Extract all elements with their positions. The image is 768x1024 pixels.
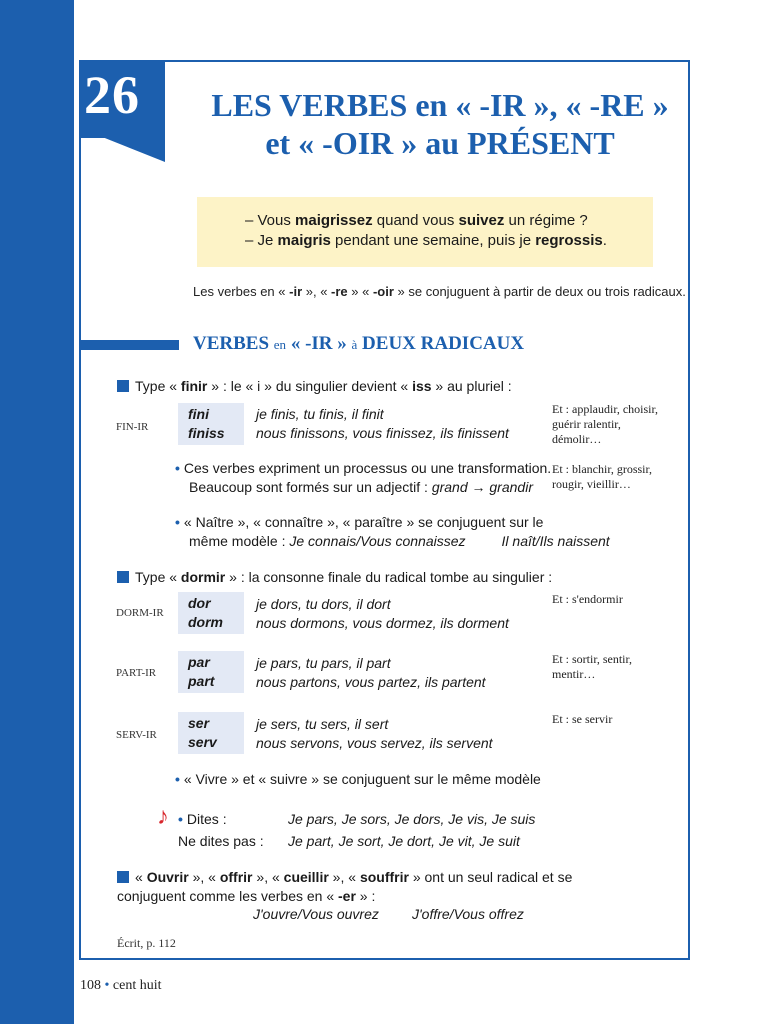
conjugation-singular: je finis, tu finis, il finit — [256, 406, 384, 422]
dialog-line-2 — [245, 231, 653, 251]
emphasis-text: -re — [331, 284, 348, 299]
square-bullet-icon — [117, 571, 129, 583]
emphasis-text: regrossis — [535, 232, 603, 249]
section-title-a: VERBES — [193, 333, 270, 354]
title-line-2: et « -OIR » au PRÉSENT — [265, 125, 615, 161]
ne-dites-pas-value: Je part, Je sort, Je dort, Je vit, Je suit — [288, 833, 520, 849]
bullet-naitre-example1: Je connais/Vous connaissez — [289, 533, 466, 549]
page-title — [180, 86, 700, 162]
text-segment: . — [602, 232, 607, 249]
conjugation-singular: je sers, tu sers, il sert — [256, 716, 389, 732]
section-title — [193, 333, 524, 355]
text-segment: un régime ? — [504, 212, 588, 229]
ouvrir-paragraph — [117, 868, 637, 906]
text-segment: Type « — [135, 378, 181, 394]
side-note-adjectif: Et : blanchir, grossir, rougir, vieillir… — [552, 462, 653, 491]
bullet-dot-icon: • — [178, 811, 183, 827]
conjugation-plural: nous finissons, vous finissez, ils finissent — [256, 425, 509, 441]
page-spine — [0, 0, 74, 1024]
type-finir-text — [135, 378, 512, 394]
title-line-1: LES VERBES en « -IR », « -RE » — [211, 87, 669, 123]
emphasis-text: maigris — [277, 232, 331, 249]
text-segment: – Je — [245, 232, 278, 249]
example-dialog — [197, 197, 653, 267]
page-number-words: cent huit — [112, 978, 162, 993]
emphasis-text: souffrir — [359, 869, 409, 885]
stem-singular: ser — [188, 715, 210, 731]
infinitive-finir: FIN-IR — [116, 421, 149, 433]
ne-dites-pas-label: Ne dites pas : — [178, 833, 264, 849]
bullet-naitre-line1: « Naître », « connaître », « paraître » se conjuguent sur le — [183, 514, 544, 530]
stem-singular: fini — [188, 406, 209, 422]
ouvrir-text — [117, 869, 572, 904]
type-finir-heading — [117, 378, 512, 394]
conjugation-plural: nous partons, vous partez, ils partent — [256, 674, 486, 690]
bullet-naitre-line2a: même modèle : — [189, 533, 290, 549]
section-title-b: « -IR » — [290, 333, 347, 354]
text-segment: », « — [188, 869, 220, 885]
emphasis-text: suivez — [458, 212, 505, 229]
stem-singular: par — [188, 654, 210, 670]
text-segment: quand vous — [372, 212, 459, 229]
bullet-naitre-example2: Il naît/Ils naissent — [501, 533, 610, 549]
text-segment: Les verbes en « — [193, 284, 290, 299]
emphasis-text: cueillir — [283, 869, 329, 885]
section-bar — [79, 340, 179, 350]
conjugation-singular: je dors, tu dors, il dort — [256, 596, 391, 612]
bullet-dot-icon: • — [175, 460, 180, 476]
stem-box-finir — [178, 403, 244, 445]
text-segment: » : le « i » du singulier devient « — [207, 378, 413, 394]
chapter-number: 26 — [84, 65, 140, 125]
dialog-line-1 — [245, 211, 653, 231]
bullet-naitre — [175, 513, 610, 551]
text-segment: », « — [252, 869, 284, 885]
section-title-c: DEUX RADICAUX — [362, 333, 525, 354]
bullet-vivre-text: « Vivre » et « suivre » se conjuguent sur le même modèle — [183, 771, 541, 787]
infinitive: PART-IR — [116, 667, 157, 679]
bullet-processus-line2a: Beaucoup sont formés sur un adjectif : — [189, 479, 432, 495]
emphasis-text: -er — [338, 888, 356, 904]
text-segment: pendant une semaine, puis je — [330, 232, 536, 249]
section-title-a2: à — [351, 337, 358, 352]
dites-label — [178, 811, 227, 827]
dites-value: Je pars, Je sors, Je dors, Je vis, Je suis — [288, 811, 536, 827]
emphasis-text: -oir — [372, 284, 394, 299]
text-segment: » : la consonne finale du radical tombe au singulier : — [225, 569, 553, 585]
text-segment: – Vous — [245, 212, 296, 229]
stem-box — [178, 712, 244, 754]
bullet-dot-icon: • — [104, 978, 110, 993]
text-segment: » : — [355, 888, 376, 904]
text-segment: », « — [302, 284, 332, 299]
conjugation-singular: je pars, tu pars, il part — [256, 655, 391, 671]
emphasis-text: finir — [180, 378, 208, 394]
conjugation — [256, 595, 509, 633]
bullet-dot-icon: • — [175, 771, 180, 787]
conjugation — [256, 654, 486, 692]
stem-plural: dorm — [188, 614, 223, 630]
stem-plural: part — [188, 673, 215, 689]
emphasis-text: maigrissez — [295, 212, 373, 229]
conjugation-finir — [256, 405, 509, 443]
bullet-vivre — [175, 770, 541, 789]
text-segment: Type « — [135, 569, 181, 585]
stem-singular: dor — [188, 595, 211, 611]
dites-label-text: Dites : — [186, 811, 227, 827]
stem-plural: finiss — [188, 425, 225, 441]
text-segment: » « — [347, 284, 373, 299]
ouvrir-example-1: J'ouvre/Vous ouvrez — [253, 906, 379, 922]
type-dormir-text — [135, 569, 552, 585]
intro-text — [193, 284, 686, 299]
emphasis-text: offrir — [219, 869, 253, 885]
text-segment: » au pluriel : — [431, 378, 512, 394]
text-segment: » se conjuguent à partir de deux ou trois radicaux. — [393, 284, 686, 299]
conjugation — [256, 715, 493, 753]
section-title-en: en — [273, 337, 287, 352]
side-note: Et : s'endormir — [552, 592, 623, 606]
emphasis-text: dormir — [180, 569, 226, 585]
text-segment: », « — [328, 869, 360, 885]
side-note-finir: Et : applaudir, choisir, guérir ralentir, démolir… — [552, 402, 659, 446]
side-note: Et : se servir — [552, 712, 613, 726]
square-bullet-icon — [117, 380, 129, 392]
infinitive: DORM-IR — [116, 607, 164, 619]
music-note-icon: ♪ — [157, 804, 169, 830]
emphasis-text: Ouvrir — [146, 869, 189, 885]
page-number-digits: 108 — [80, 978, 101, 993]
square-bullet-icon — [117, 871, 129, 883]
page-number — [80, 978, 162, 994]
stem-box — [178, 651, 244, 693]
bullet-dot-icon: • — [175, 514, 180, 530]
infinitive: SERV-IR — [116, 729, 157, 741]
stem-plural: serv — [188, 734, 217, 750]
type-dormir-heading — [117, 569, 552, 585]
bullet-processus-line1: Ces verbes expriment un processus ou une transformation. — [183, 460, 552, 476]
emphasis-text: -ir — [289, 284, 303, 299]
conjugation-plural: nous dormons, vous dormez, ils dorment — [256, 615, 509, 631]
stem-box — [178, 592, 244, 634]
ouvrir-example-2: J'offre/Vous offrez — [412, 906, 524, 922]
text-segment: « — [135, 869, 147, 885]
conjugation-plural: nous servons, vous servez, ils servent — [256, 735, 493, 751]
exercise-reference: Écrit, p. 112 — [117, 936, 176, 950]
bullet-processus — [175, 459, 551, 497]
emphasis-text: iss — [412, 378, 432, 394]
bullet-processus-example: grand → grandir — [431, 479, 533, 495]
text-segment: » ont un seul radical et se conjuguent comme les verbes en « — [117, 869, 573, 904]
side-note: Et : sortir, sentir, mentir… — [552, 652, 633, 681]
